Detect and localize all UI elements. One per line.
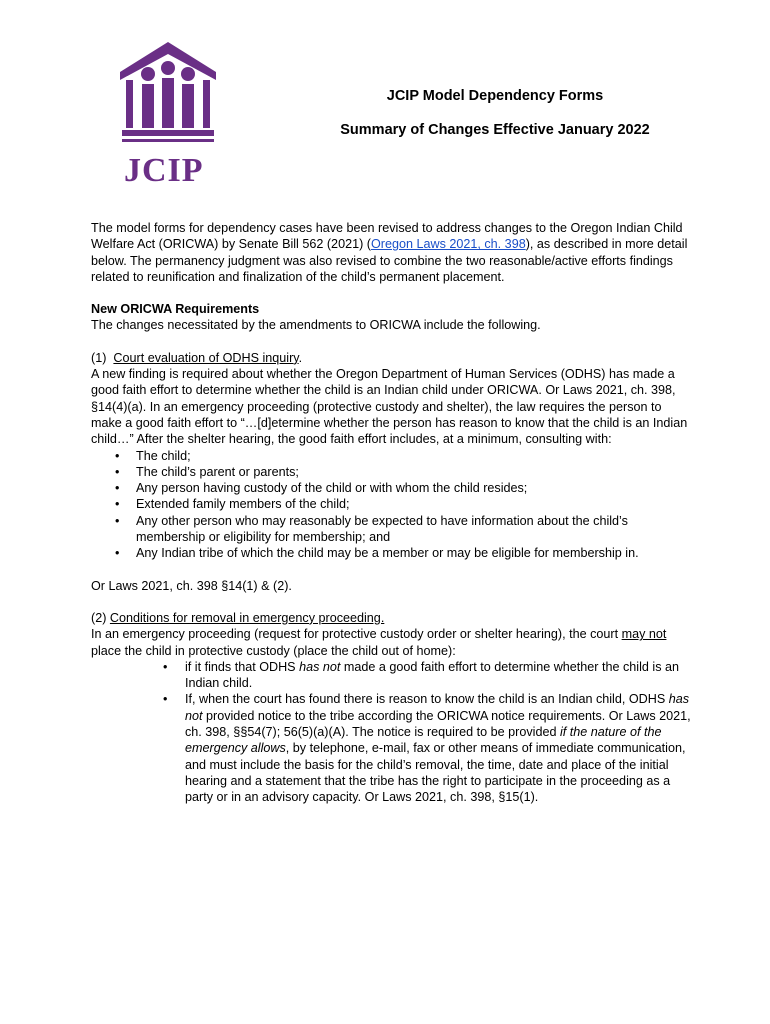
item2-number: (2) xyxy=(91,610,107,625)
oregon-laws-link[interactable]: Oregon Laws 2021, ch. 398 xyxy=(370,237,526,252)
bullet-text: if it finds that ODHS xyxy=(185,659,300,674)
document-subtitle: Summary of Changes Effective January 2022 xyxy=(340,122,650,138)
item1-heading-end: . xyxy=(298,350,303,365)
item2-bullet-list xyxy=(91,659,691,806)
item2-heading-line xyxy=(91,610,691,626)
document-title: JCIP Model Dependency Forms xyxy=(386,88,604,104)
bullet-text: made a good faith effort to determine whether the child is an Indian child. xyxy=(185,659,680,691)
list-item: • Any Indian tribe of which the child may be a member or may be eligible for membership in. xyxy=(91,545,691,561)
intro-paragraph xyxy=(91,220,691,285)
list-item: • Extended family members of the child; xyxy=(91,496,691,512)
item1-bullet-list xyxy=(91,448,691,562)
list-item xyxy=(91,691,691,805)
item2-body-end: place the child in protective custody (place the child out of home): xyxy=(91,643,456,658)
item2-body xyxy=(91,626,691,659)
item2-body-start: In an emergency proceeding (request for protective custody order or shelter hearing), the court xyxy=(91,627,622,642)
intro-text-end: ), as described in more detail below. The permanency judgment was also revised to combine the two reasonable/active efforts findings related to reunification and finalization of the child’s permanent placement. xyxy=(91,237,688,284)
intro-text-start: The model forms for dependency cases have been revised to address changes to the Oregon Indian Child Welfare Act (ORICWA) by Senate Bill 562 (2021) ( xyxy=(91,221,683,252)
item1-number: (1) xyxy=(91,350,107,365)
logo-wordmark: JCIP xyxy=(124,152,204,189)
bullet-emphasis: if the nature of the emergency allows xyxy=(185,725,662,756)
bullet-text: If, when the court has found there is reason to know the child is an Indian child, ODHS xyxy=(185,692,669,707)
section-heading: New ORICWA Requirements xyxy=(91,302,260,317)
list-item: • Any person having custody of the child or with whom the child resides; xyxy=(91,480,691,496)
bullet-emphasis: has not xyxy=(299,659,341,674)
section-intro: The changes necessitated by the amendments to ORICWA include the following. xyxy=(91,318,541,333)
item1-heading-line xyxy=(91,350,691,366)
list-item: • The child; xyxy=(91,448,691,464)
item2-body-underlined: may not xyxy=(621,627,667,642)
document-body xyxy=(91,220,691,806)
list-item: • The child’s parent or parents; xyxy=(91,464,691,480)
item2-heading: Conditions for removal in emergency proceeding. xyxy=(109,610,385,625)
bullet-text: , by telephone, e-mail, fax or other means of immediate communication, and must include the basis for the child’s removal, the time, date and place of the initial hearing and a statement that the tribe has the right to participate in the proceeding as a party or in an advisory capacity. Or Laws 2021, ch. 398, §15(1). xyxy=(185,741,686,805)
bullet-emphasis: has not xyxy=(185,692,690,723)
bullet-text: provided notice to the tribe according the ORICWA notice requirements. Or Laws 2021, ch. 398, §§54(7); 56(5)(a)(A). The notice is required to be provided xyxy=(185,708,691,740)
item1-heading: Court evaluation of ODHS inquiry xyxy=(113,350,299,365)
item1-body: A new finding is required about whether the Oregon Department of Human Services (ODHS) has made a good faith effort to determine whether the child is an Indian child under ORICWA. Or Laws 2021, ch. 398, §14(4)(a). In an emergency proceeding (protective custody and shelter), the law requires the person to make a good faith effort to “…[d]etermine whether the person has reason to know that the child is an Indian child…” After the shelter hearing, the good faith effort includes, at a minimum, consulting with: xyxy=(91,367,688,447)
list-item: • Any other person who may reasonably be expected to have information about the child’s membership or eligibility for membership; and xyxy=(91,513,691,546)
list-item xyxy=(91,659,691,692)
item1-citation: Or Laws 2021, ch. 398 §14(1) & (2). xyxy=(91,578,292,593)
